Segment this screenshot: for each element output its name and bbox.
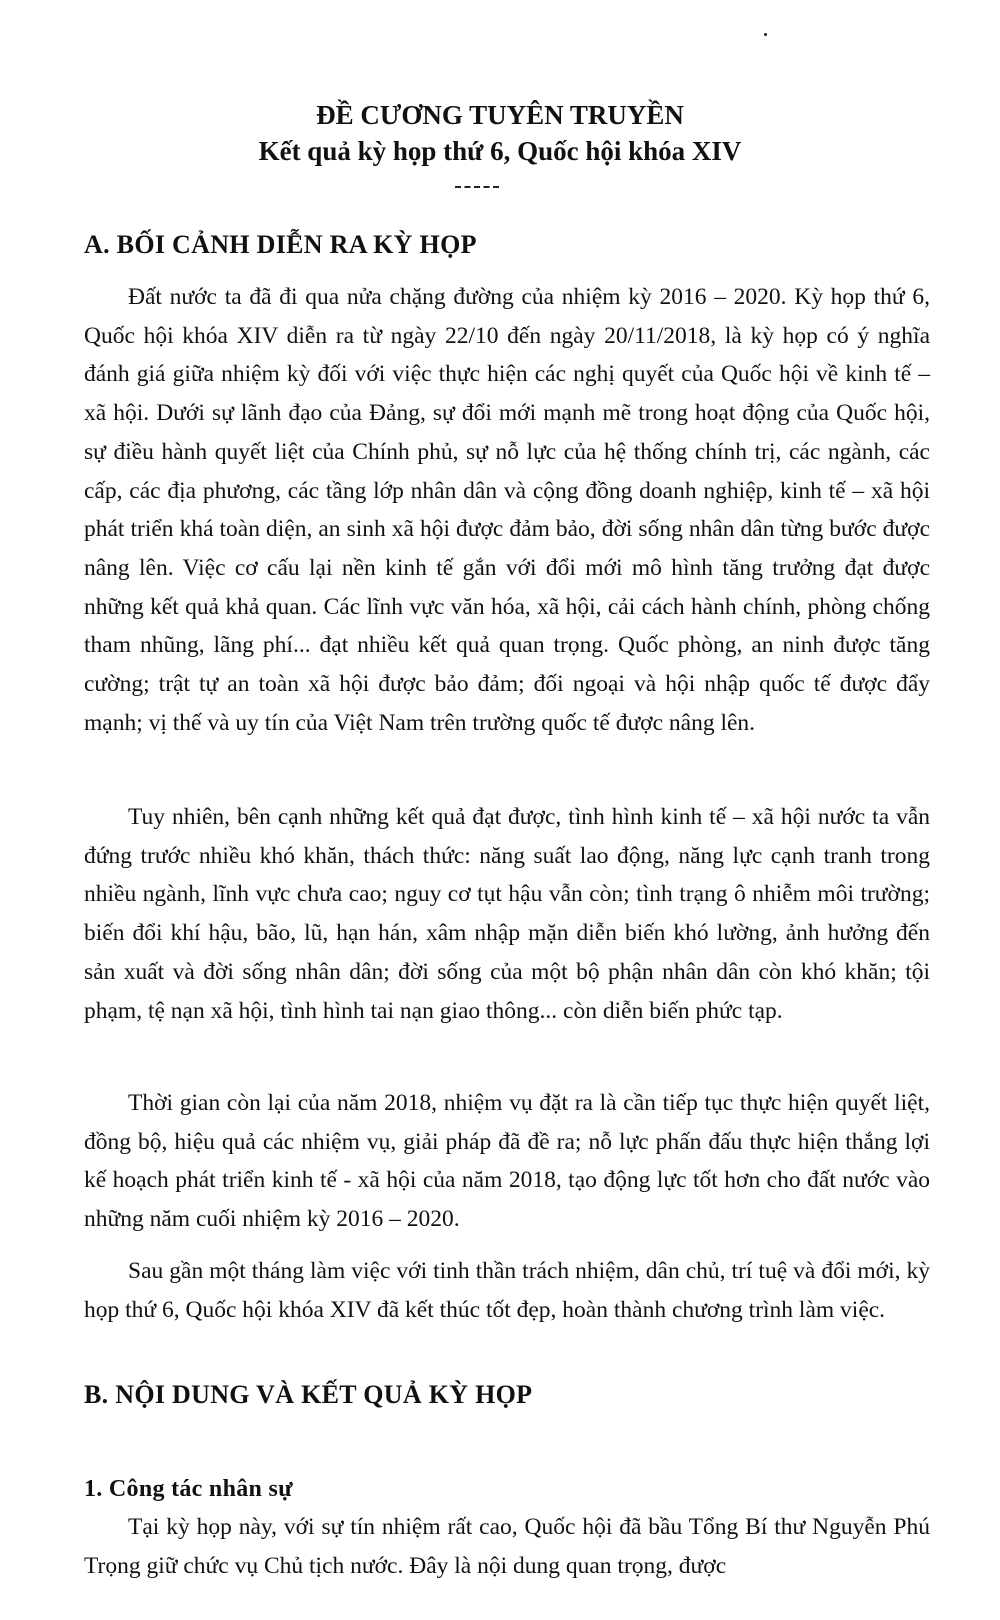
document-subtitle: Kết quả kỳ họp thứ 6, Quốc hội khóa XIV — [258, 136, 742, 166]
section-b-paragraph-1: Tại kỳ họp này, với sự tín nhiệm rất cao, Quốc hội đã bầu Tổng Bí thư Nguyễn Phú Trọng giữ chức vụ Chủ tịch nước. Đây là nội dung quan trọng, được — [84, 1514, 930, 1579]
section-b-subheading: 1. Công tác nhân sự — [84, 1476, 293, 1502]
section-a-paragraph-1: Đất nước ta đã đi qua nửa chặng đường của nhiệm kỳ 2016 – 2020. Kỳ họp thứ 6, Quốc hội khóa XIV diễn ra từ ngày 22/10 đến ngày 20/11/2018, là kỳ họp có ý nghĩa đánh giá giữa nhiệm kỳ đối với việc thực hiện các nghị quyết của Quốc hội về kinh tế – xã hội. Dưới sự lãnh đạo của Đảng, sự đổi mới mạnh mẽ trong hoạt động của Quốc hội, sự điều hành quyết liệt của Chính phủ, sự nỗ lực của hệ thống chính trị, các ngành, các cấp, các địa phương, các tầng lớp nhân dân và cộng đồng doanh nghiệp, kinh tế – xã hội phát triển khá toàn diện, an sinh xã hội được đảm bảo, đời sống nhân dân từng bước được nâng lên. Việc cơ cấu lại nền kinh tế gắn với đổi mới mô hình tăng trưởng đạt được những kết quả khả quan. Các lĩnh vực văn hóa, xã hội, cải cách hành chính, phòng chống tham nhũng, lãng phí... đạt nhiều kết quả quan trọng. Quốc phòng, an ninh được tăng cường; trật tự an toàn xã hội được bảo đảm; đối ngoại và hội nhập quốc tế được đẩy mạnh; vị thế và uy tín của Việt Nam trên trường quốc tế được nâng lên. — [84, 284, 930, 736]
section-a-paragraph-3: Thời gian còn lại của năm 2018, nhiệm vụ đặt ra là cần tiếp tục thực hiện quyết liệt, đồng bộ, hiệu quả các nhiệm vụ, giải pháp đã đề ra; nỗ lực phấn đấu thực hiện thắng lợi kế hoạch phát triển kinh tế - xã hội của năm 2018, tạo động lực tốt hơn cho đất nước vào những năm cuối nhiệm kỳ 2016 – 2020. — [84, 1090, 930, 1233]
section-b-heading: B. NỘI DUNG VÀ KẾT QUẢ KỲ HỌP — [84, 1380, 533, 1409]
section-a-paragraph-2: Tuy nhiên, bên cạnh những kết quả đạt được, tình hình kinh tế – xã hội nước ta vẫn đứng trước nhiều khó khăn, thách thức: năng suất lao động, năng lực cạnh tranh trong nhiều ngành, lĩnh vực chưa cao; nguy cơ tụt hậu vẫn còn; tình trạng ô nhiễm môi trường; biến đổi khí hậu, bão, lũ, hạn hán, xâm nhập mặn diễn biến khó lường, ảnh hưởng đến sản xuất và đời sống nhân dân; đời sống của một bộ phận nhân dân còn khó khăn; tội phạm, tệ nạn xã hội, tình hình tai nạn giao thông... còn diễn biến phức tạp. — [84, 804, 930, 1024]
section-a-paragraph-4: Sau gần một tháng làm việc với tinh thần trách nhiệm, dân chủ, trí tuệ và đổi mới, kỳ họp thứ 6, Quốc hội khóa XIV đã kết thúc tốt đẹp, hoàn thành chương trình làm việc. — [84, 1258, 930, 1323]
title-separator — [455, 186, 499, 188]
section-a-heading: A. BỐI CẢNH DIỄN RA KỲ HỌP — [84, 230, 477, 259]
scan-speck — [764, 33, 767, 36]
document-title: ĐỀ CƯƠNG TUYÊN TRUYỀN — [316, 100, 684, 130]
